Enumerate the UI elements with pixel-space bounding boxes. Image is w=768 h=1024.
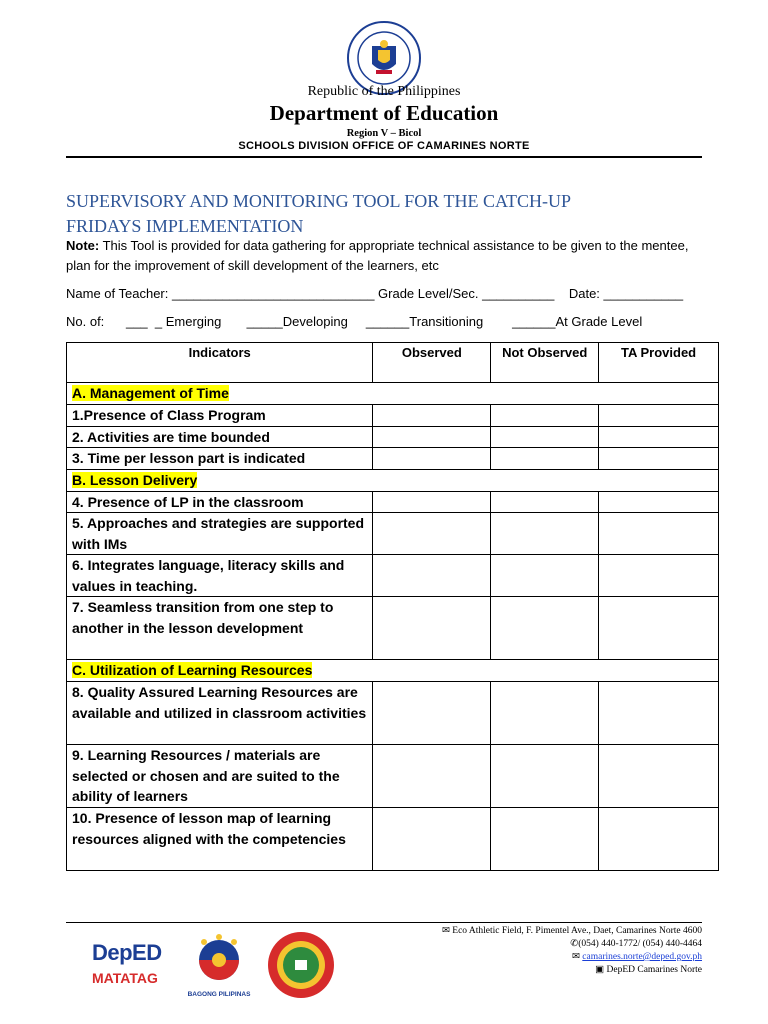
ta-provided-cell[interactable] <box>599 808 719 871</box>
ta-provided-cell[interactable] <box>599 745 719 808</box>
header-observed: Observed <box>373 343 491 383</box>
indicator-cell: 4. Presence of LP in the classroom <box>67 491 373 513</box>
department-title: Department of Education <box>269 101 499 125</box>
section-title: C. Utilization of Learning Resources <box>72 662 313 678</box>
matatag-text: MATATAG <box>92 970 158 986</box>
monitoring-table <box>66 342 719 871</box>
observed-cell[interactable] <box>373 513 491 555</box>
table-row <box>67 448 719 470</box>
table-row <box>67 426 719 448</box>
footer-divider <box>66 922 702 923</box>
indicator-cell: 9. Learning Resources / materials are selected or chosen and are suited to the ability of learners <box>67 745 373 808</box>
not-observed-cell[interactable] <box>491 448 599 470</box>
table-row <box>67 513 719 555</box>
not-observed-cell[interactable] <box>491 555 599 597</box>
header-divider <box>66 156 702 158</box>
not-observed-cell[interactable] <box>491 745 599 808</box>
section-row <box>67 383 719 405</box>
deped-matatag-logo <box>92 934 172 1004</box>
republic-text: Republic of the Philippines <box>307 84 461 99</box>
ta-provided-cell[interactable] <box>599 491 719 513</box>
address-line: ✉ Eco Athletic Field, F. Pimentel Ave., Daet, Camarines Norte 4600 <box>441 926 702 936</box>
ta-provided-cell[interactable] <box>599 555 719 597</box>
observed-cell[interactable] <box>373 426 491 448</box>
section-row <box>67 660 719 682</box>
footer-contact <box>442 925 702 977</box>
phone-icon: ✆ <box>570 939 579 949</box>
table-row <box>67 405 719 427</box>
not-observed-cell[interactable] <box>491 597 599 660</box>
table-row <box>67 491 719 513</box>
not-observed-cell[interactable] <box>491 808 599 871</box>
email-line <box>442 951 702 964</box>
bagong-pilipinas-icon <box>186 932 252 986</box>
section-row <box>67 469 719 491</box>
not-observed-cell[interactable] <box>491 682 599 745</box>
ta-provided-cell[interactable] <box>599 426 719 448</box>
observed-cell[interactable] <box>373 682 491 745</box>
observed-cell[interactable] <box>373 745 491 808</box>
table-row <box>67 808 719 871</box>
learner-counts-line: No. of: ___ _ Emerging _____Developing ______Transitioning ______At Grade Level <box>66 314 643 329</box>
observed-cell[interactable] <box>373 808 491 871</box>
observed-cell[interactable] <box>373 405 491 427</box>
not-observed-cell[interactable] <box>491 513 599 555</box>
section-title: B. Lesson Delivery <box>72 471 198 488</box>
observed-cell[interactable] <box>373 491 491 513</box>
sdo-seal-icon <box>266 930 336 1000</box>
indicator-cell: 3. Time per lesson part is indicated <box>67 448 373 470</box>
ta-provided-cell[interactable] <box>599 682 719 745</box>
section-title: A. Management of Time <box>72 385 229 401</box>
ta-provided-cell[interactable] <box>599 405 719 427</box>
not-observed-cell[interactable] <box>491 426 599 448</box>
indicator-cell: 5. Approaches and strategies are supported with IMs <box>67 513 373 555</box>
observed-cell[interactable] <box>373 448 491 470</box>
indicator-cell: 1.Presence of Class Program <box>67 405 373 427</box>
document-title: SUPERVISORY AND MONITORING TOOL FOR THE CATCH-UP FRIDAYS IMPLEMENTATION <box>66 191 571 236</box>
division-office-text: SCHOOLS DIVISION OFFICE OF CAMARINES NORTE <box>238 140 530 152</box>
facebook-line: ▣ DepED Camarines Norte <box>595 965 702 975</box>
table-row <box>67 745 719 808</box>
not-observed-cell[interactable] <box>491 491 599 513</box>
region-text: Region V – Bicol <box>346 128 422 139</box>
observed-cell[interactable] <box>373 555 491 597</box>
observed-cell[interactable] <box>373 597 491 660</box>
table-header-row <box>67 343 719 383</box>
indicator-cell: 6. Integrates language, literacy skills and values in teaching. <box>67 555 373 597</box>
phone-line: ✆(054) 440-1772/ (054) 440-4464 <box>570 939 702 949</box>
header-not-observed: Not Observed <box>491 343 599 383</box>
note-paragraph: Note: This Tool is provided for data gathering for appropriate technical assistance to be given to the mentee, plan for the improvement of skill development of the learners, etc <box>66 238 689 273</box>
table-row <box>67 682 719 745</box>
header-ta-provided: TA Provided <box>599 343 719 383</box>
table-row <box>67 555 719 597</box>
indicator-cell: 7. Seamless transition from one step to another in the lesson development <box>67 597 373 660</box>
email-link[interactable]: camarines.norte@deped.gov.ph <box>582 952 702 962</box>
envelope-icon: ✉ <box>441 926 450 936</box>
ta-provided-cell[interactable] <box>599 448 719 470</box>
sdo-camarines-norte-seal <box>266 930 336 1000</box>
header-indicators: Indicators <box>67 343 373 383</box>
facebook-icon: ▣ <box>595 965 605 975</box>
email-icon: ✉ <box>571 952 580 962</box>
bagong-pilipinas-logo <box>186 932 252 1002</box>
deped-logo-text: DepED <box>92 940 162 965</box>
not-observed-cell[interactable] <box>491 405 599 427</box>
bagong-pilipinas-text: BAGONG PILIPINAS <box>187 991 251 998</box>
indicator-cell: 8. Quality Assured Learning Resources are available and utilized in classroom activities <box>67 682 373 745</box>
indicator-cell: 2. Activities are time bounded <box>67 426 373 448</box>
ta-provided-cell[interactable] <box>599 513 719 555</box>
table-row <box>67 597 719 660</box>
ta-provided-cell[interactable] <box>599 597 719 660</box>
teacher-info-line: Name of Teacher: ____________________________ Grade Level/Sec. __________ Date: ___________ <box>66 286 684 301</box>
indicator-cell: 10. Presence of lesson map of learning resources aligned with the competencies <box>67 808 373 871</box>
